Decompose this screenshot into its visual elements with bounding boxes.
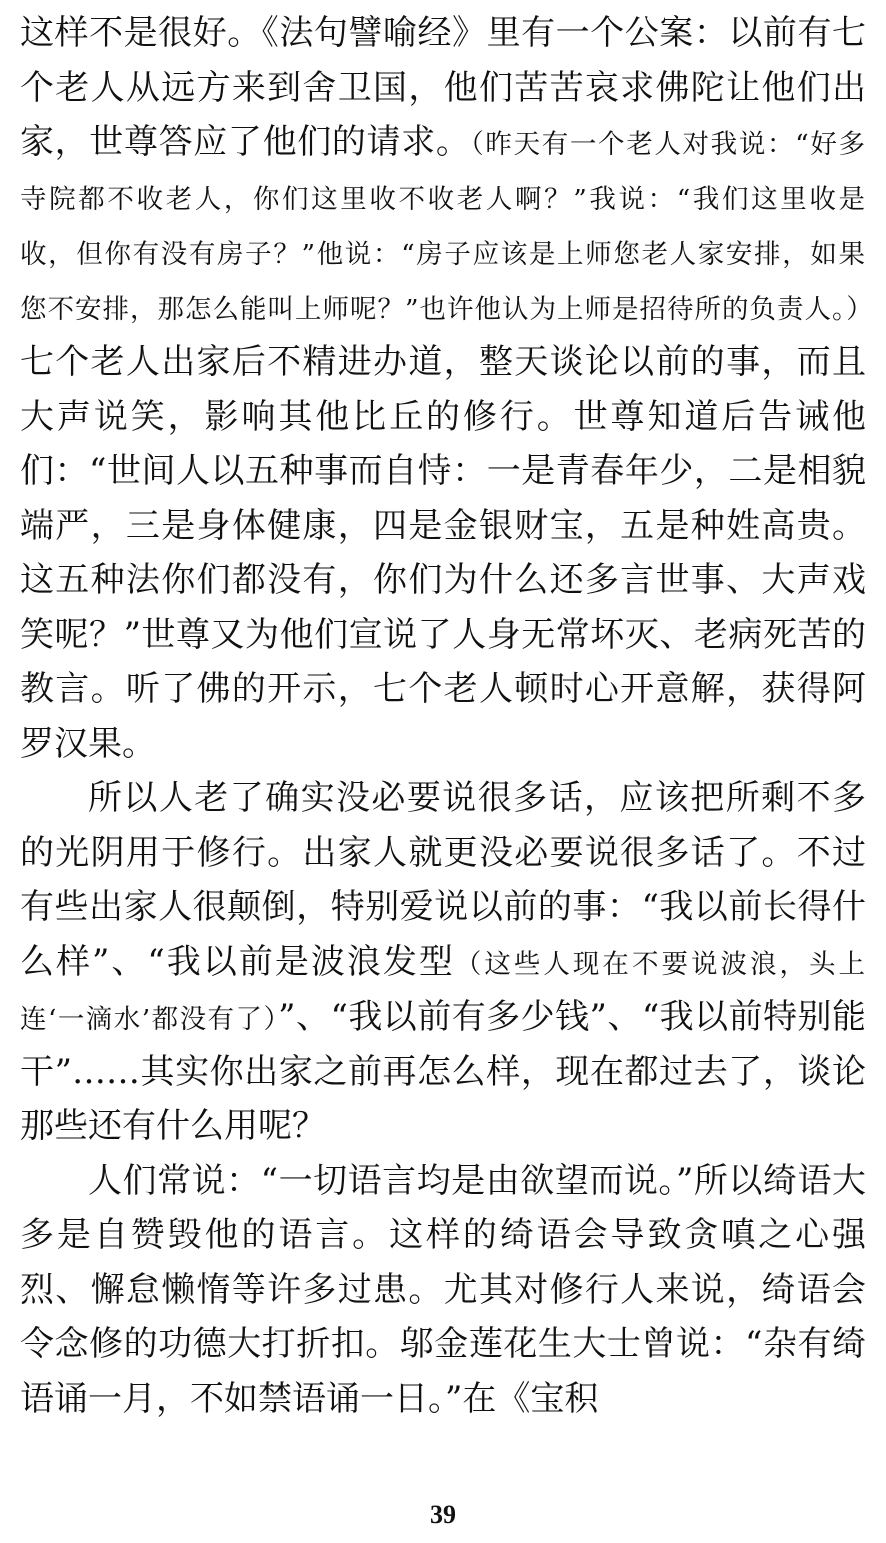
paragraph-2 [20,771,866,1154]
paragraph-3-main-text: 人们常说：“一切语言均是由欲望而说。”所以绮语大多是自赞毁他的语言。这样的绮语会导致贪嗔之心强烈、懈怠懒惰等许多过患。尤其对修行人来说，绮语会令念修的功德大打折扣。邬金莲花生大士曾说：“杂有绮语诵一月，不如禁语诵一日。”在《宝积 [20,1160,866,1419]
paragraph-1-continuation: 七个老人出家后不精进办道，整天谈论以前的事，而且大声说笑，影响其他比丘的修行。世尊知道后告诫他们：“世间人以五种事而自恃：一是青春年少，二是相貌端严，三是身体健康，四是金银财宝，五是种姓高贵。这五种法你们都没有，你们为什么还多言世事、大声戏笑呢？”世尊又为他们宣说了人身无常坏灭、老病死苦的教言。听了佛的开示，七个老人顿时心开意解，获得阿罗汉果。 [20,342,866,764]
page-number: 39 [430,1500,456,1529]
paragraph-2-main-text: 所以人老了确实没必要说很多话，应该把所剩不多的光阴用于修行。出家人就更没必要说很多话了。不过有些出家人很颠倒，特别爱说以前的事：“我以前长得什么样”、“我以前是波浪发型 [20,778,866,982]
paragraph-2-continuation: ”、“我以前有多少钱”、“我以前特别能干”……其实你出家之前再怎么样，现在都过去了，谈论那些还有什么用呢？ [20,996,866,1146]
paragraph-1 [20,6,874,771]
paragraph-3 [20,1154,866,1427]
paragraph-2-parenthetical-note: （这些人现在不要说波浪，头上连‘一滴水’都没有了） [20,948,867,1035]
document-page [20,6,874,1426]
paragraph-1-main-text: 这样不是很好。《法句譬喻经》里有一个公案：以前有七个老人从远方来到舍卫国，他们苦苦哀求佛陀让他们出家，世尊答应了他们的请求。 [20,13,866,162]
paragraph-1-parenthetical-note: （昨天有一个老人对我说：“好多寺院都不收老人，你们这里收不收老人啊？”我说：“我们这里收是收，但你有没有房子？”他说：“房子应该是上师您老人家安排，如果您不安排，那怎么能叫上师呢？”也许他认为上师是招待所的负责人。） [20,129,874,325]
